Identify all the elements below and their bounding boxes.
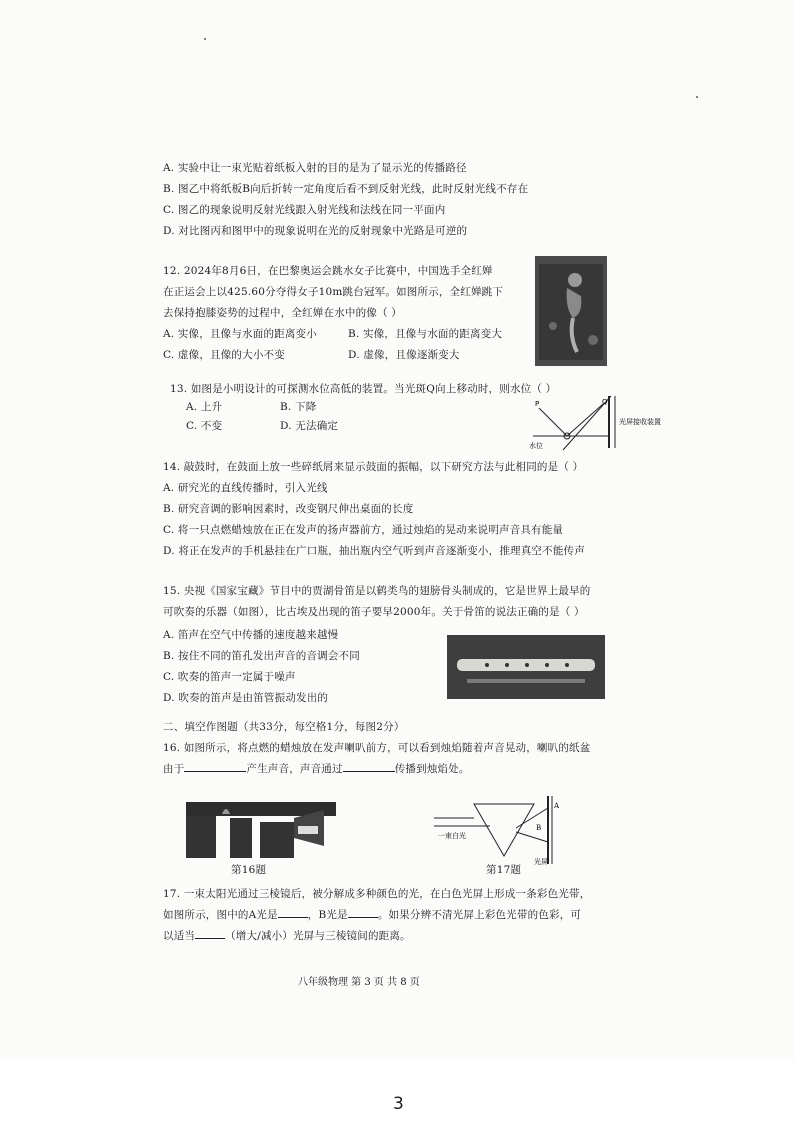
- q13-option-d: D. 无法确定: [280, 420, 339, 432]
- q13-option-a: A. 上升: [186, 401, 223, 413]
- q17-text-e: （增大/减小）光屏与三棱镜间的距离。: [225, 930, 411, 942]
- prism-illustration: [430, 790, 566, 868]
- q15-option-b: B. 按住不同的笛孔发出声音的音调会不同: [163, 650, 360, 662]
- bone-flute-illustration: [447, 635, 605, 699]
- section-2-title: 二、填空作图题（共33分，每空格1分，每图2分）: [163, 721, 405, 733]
- q14-option-d: D. 将正在发声的手机悬挂在广口瓶，抽出瓶内空气听到声音逐渐变小，推理真空不能传声: [163, 545, 585, 557]
- page-footer: 八年级物理 第 3 页 共 8 页: [298, 977, 420, 988]
- q16-stem-2: [163, 761, 470, 776]
- diver-illustration: [535, 256, 607, 366]
- q15-option-d: D. 吹奏的笛声是由笛管振动发出的: [163, 692, 329, 704]
- q17-text-c: 。如果分辨不清光屏上彩色光带的色彩，可: [377, 909, 582, 921]
- bone-flute-photo: [447, 635, 605, 699]
- screen-label: 光屏接收装置: [619, 418, 661, 426]
- q17-stem-1: 17. 一束太阳光通过三棱镜后，被分解成多种颜色的光，在白色光屏上形成一条彩色光带，: [163, 888, 591, 900]
- q15-option-c: C. 吹奏的笛声一定属于噪声: [163, 671, 296, 683]
- q15-stem-2: 可吹奏的乐器（如图），比古埃及出现的笛子要早2000年。关于骨笛的说法正确的是（ ）: [163, 606, 585, 618]
- white-light-label: 一束白光: [438, 832, 466, 840]
- q16-text-a: 由于: [163, 763, 185, 775]
- q12-stem-1: 12. 2024年8月6日，在巴黎奥运会跳水女子比赛中，中国选手全红婵: [163, 265, 493, 277]
- q17-blank-1[interactable]: [278, 907, 308, 918]
- q17-text-d: 以适当: [163, 930, 196, 942]
- q15-option-a: A. 笛声在空气中传播的速度越来越慢: [163, 629, 339, 641]
- screen-label: 光屏: [534, 858, 548, 866]
- q11-option-d: D. 对比图丙和图甲中的现象说明在光的反射现象中光路是可逆的: [163, 225, 468, 237]
- label-a: A: [554, 802, 560, 810]
- q17-blank-3[interactable]: [195, 928, 225, 939]
- q17-text-b: ，B光是: [307, 909, 348, 921]
- label-b: B: [536, 824, 542, 832]
- q12-option-d: D. 虚像，且像逐渐变大: [348, 349, 460, 361]
- prism-figure: [430, 790, 566, 868]
- q15-stem-1: 15. 央视《国家宝藏》节目中的贾湖骨笛是以鹤类鸟的翅膀骨头制成的，它是世界上最早的: [163, 585, 591, 597]
- q13-stem: 13. 如图是小明设计的可探测水位高低的装置。当光斑Q向上移动时，则水位（ ）: [170, 383, 557, 395]
- q17-stem-2: [163, 907, 581, 922]
- figure-17-caption: 第17题: [486, 864, 522, 876]
- candle-speaker-illustration: [186, 800, 336, 860]
- q16-text-c: 传播到烛焰处。: [394, 763, 470, 775]
- q17-text-a: 如图所示，图中的A光是: [163, 909, 278, 921]
- q13-option-c: C. 不变: [186, 420, 223, 432]
- candle-speaker-figure: [186, 800, 336, 860]
- q11-option-a: A. 实验中让一束光贴着纸板入射的目的是为了显示光的传播路径: [163, 162, 467, 174]
- q-label: Q: [602, 398, 608, 406]
- q17-stem-3: [163, 928, 411, 943]
- water-level-illustration: [523, 392, 701, 452]
- water-level-diagram: [523, 392, 701, 452]
- page-number: 3: [393, 1094, 404, 1114]
- q11-option-c: C. 图乙的现象说明反射光线跟入射光线和法线在同一平面内: [163, 204, 446, 216]
- q14-option-a: A. 研究光的直线传播时，引入光线: [163, 482, 328, 494]
- q12-stem-2: 在正运会上以425.60分夺得女子10m跳台冠军。如图所示，全红婵跳下: [163, 286, 504, 298]
- q16-blank-1[interactable]: [184, 761, 246, 772]
- q12-option-a: A. 实像，且像与水面的距离变小: [163, 328, 317, 340]
- q14-option-c: C. 将一只点燃蜡烛放在正在发声的扬声器前方，通过烛焰的晃动来说明声音具有能量: [163, 524, 564, 536]
- q13-option-b: B. 下降: [280, 401, 317, 413]
- p-label: P: [535, 400, 540, 408]
- figure-16-caption: 第16题: [231, 864, 267, 876]
- q17-blank-2[interactable]: [348, 907, 378, 918]
- speck: [204, 38, 206, 40]
- q12-option-b: B. 实像，且像与水面的距离变大: [348, 328, 503, 340]
- q11-option-b: B. 图乙中将纸板B向后折转一定角度后看不到反射光线，此时反射光线不存在: [163, 183, 529, 195]
- q12-stem-3: 去保持抱膝姿势的过程中，全红婵在水中的像（ ）: [163, 307, 402, 319]
- diver-photo: [535, 256, 607, 366]
- q16-text-b: 产生声音，声音通过: [246, 763, 343, 775]
- q12-option-c: C. 虚像，且像的大小不变: [163, 349, 285, 361]
- q16-stem-1: 16. 如图所示，将点燃的蜡烛放在发声喇叭前方，可以看到烛焰随着声音晃动，喇叭的纸盆: [163, 742, 591, 754]
- water-level-label: 水位: [529, 442, 543, 450]
- q14-stem: 14. 敲鼓时，在鼓面上放一些碎纸屑来显示鼓面的振幅，以下研究方法与此相同的是（ ）: [163, 461, 584, 473]
- q14-option-b: B. 研究音调的影响因素时，改变钢尺伸出桌面的长度: [163, 503, 414, 515]
- speck: [696, 96, 698, 98]
- q16-blank-2[interactable]: [343, 761, 395, 772]
